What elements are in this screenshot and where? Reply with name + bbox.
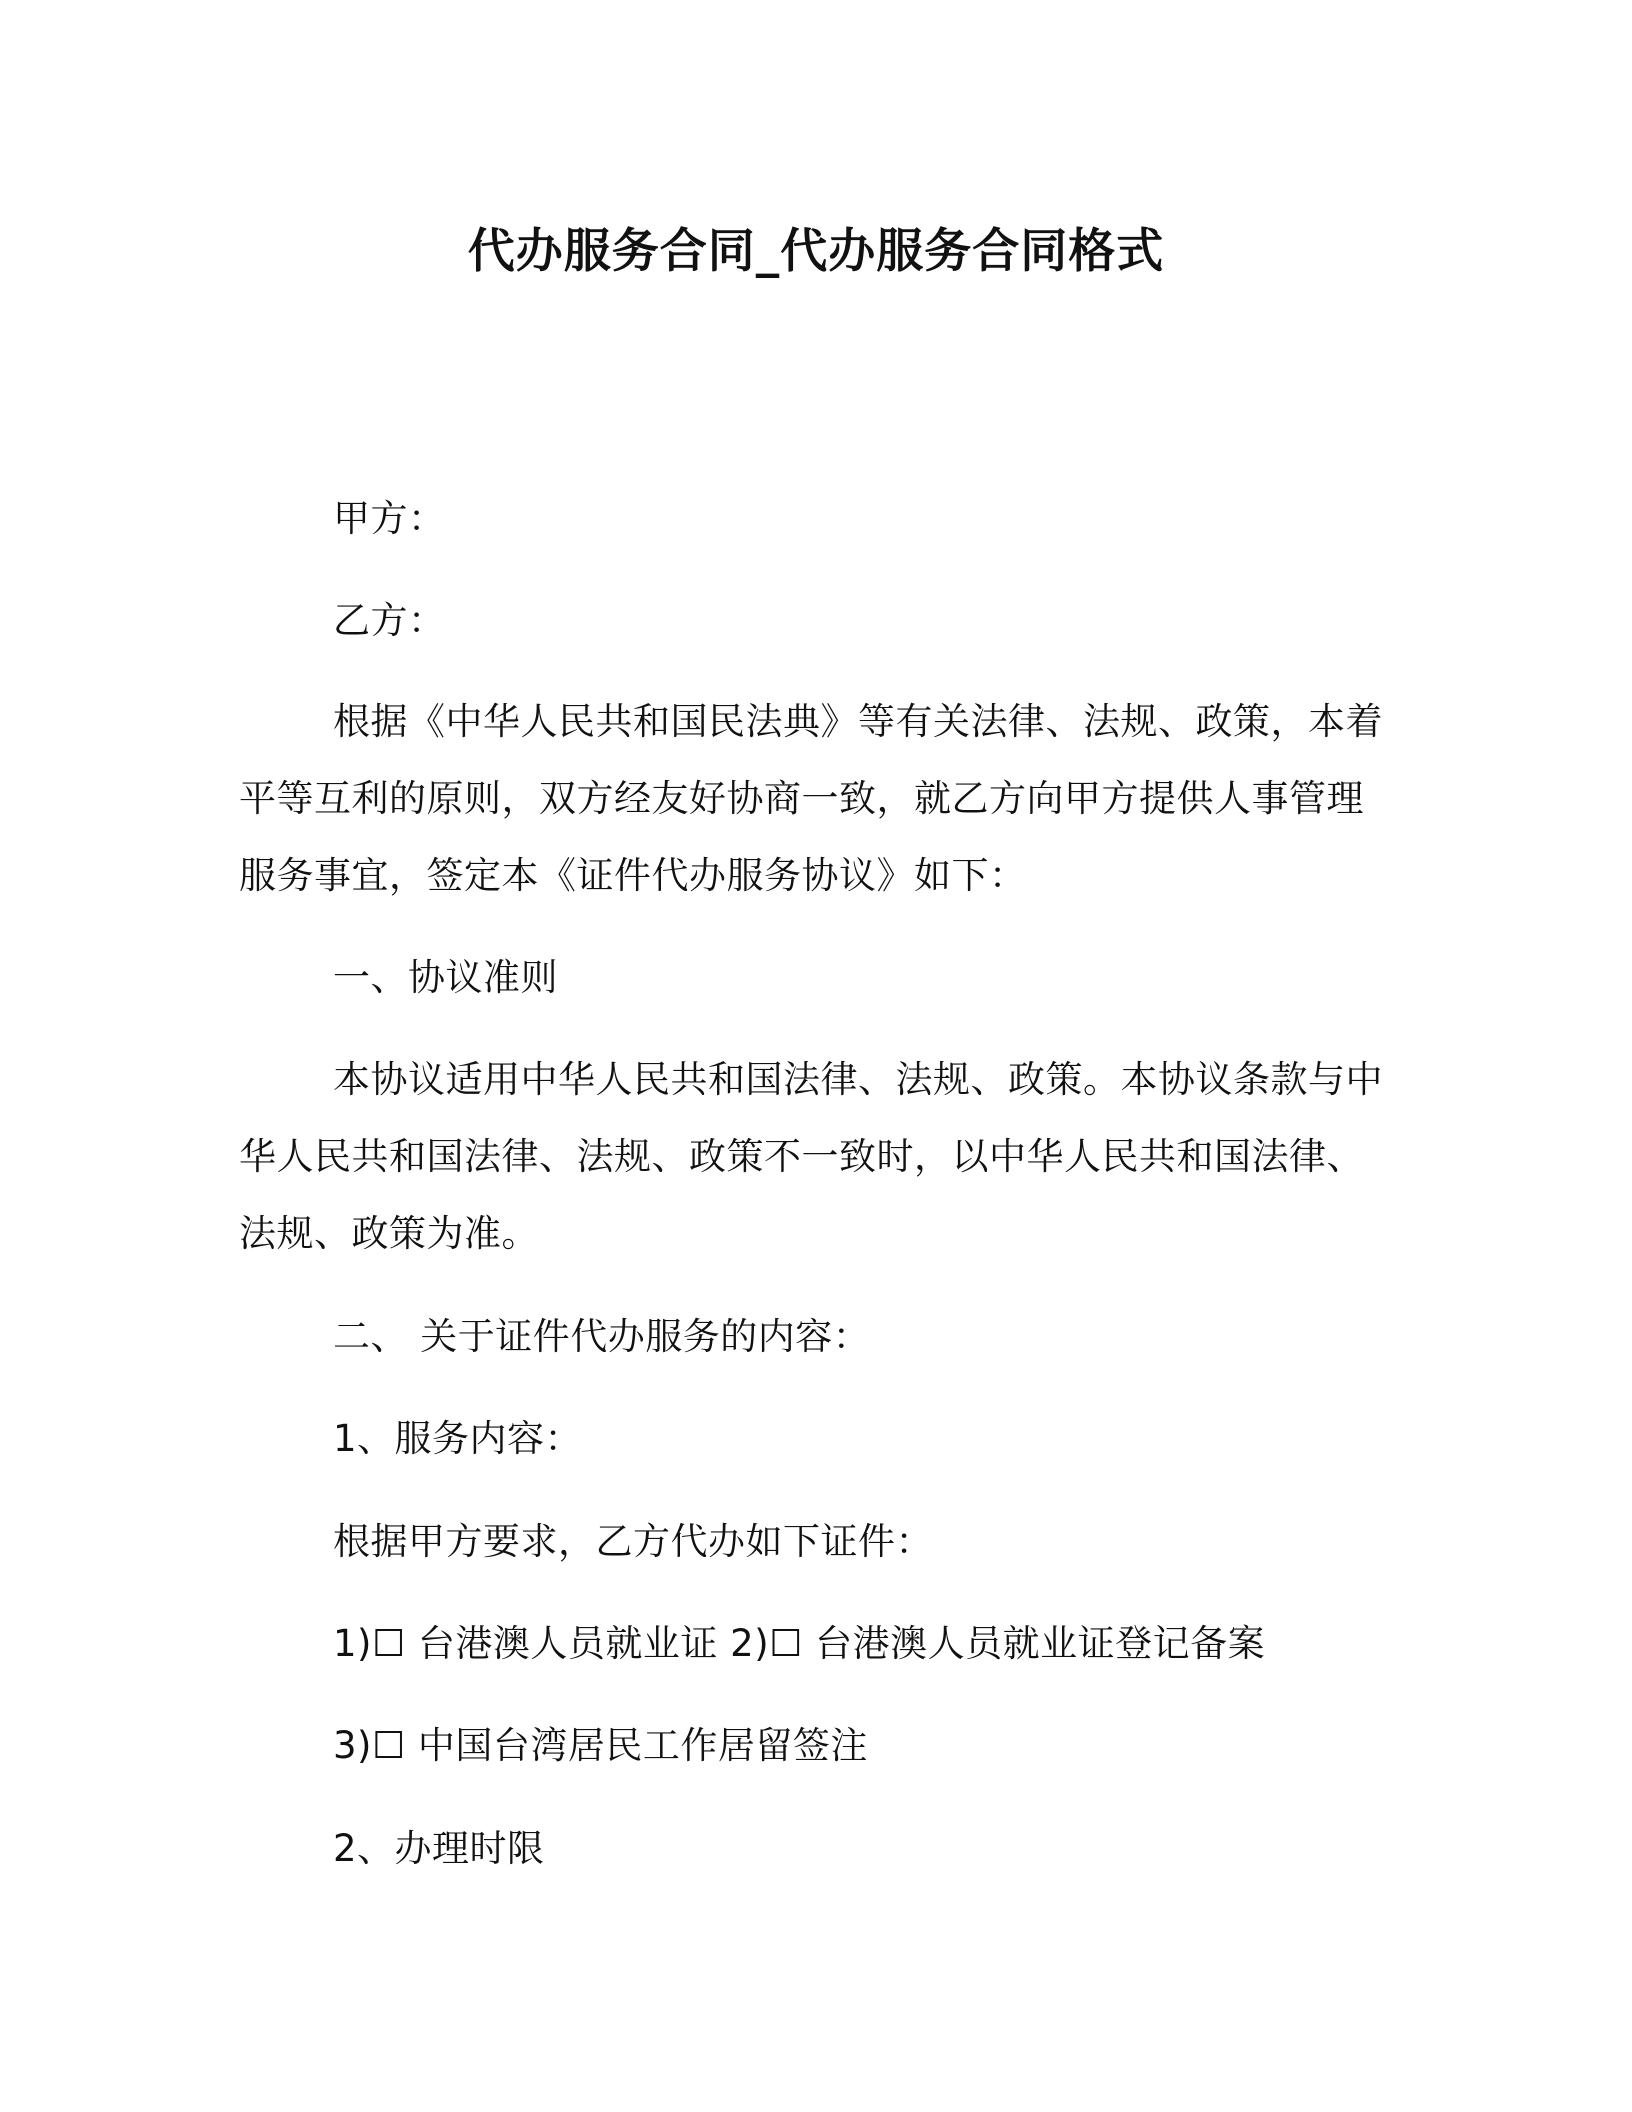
- party-b-label: 乙方：: [333, 599, 446, 642]
- section-1-line-3: 法规、政策为准。: [239, 1212, 539, 1255]
- intro-line-3: 服务事宜，签定本《证件代办服务协议》如下：: [239, 854, 1027, 897]
- certificate-options-line-2: 3)☐ 中国台湾居民工作居留签注: [333, 1724, 868, 1767]
- intro-line-1: 根据《中华人民共和国民法典》等有关法律、法规、政策，本着: [333, 700, 1383, 743]
- certificate-options-line-1: 1)☐ 台港澳人员就业证 2)☐ 台港澳人员就业证登记备案: [333, 1622, 1266, 1665]
- service-content-heading: 1、服务内容：: [333, 1417, 583, 1460]
- section-1-line-1: 本协议适用中华人民共和国法律、法规、政策。本协议条款与中: [333, 1058, 1383, 1101]
- section-2-heading: 二、 关于证件代办服务的内容：: [333, 1315, 871, 1358]
- service-content-text: 根据甲方要求，乙方代办如下证件：: [333, 1520, 933, 1563]
- document-title: 代办服务合同_代办服务合同格式: [467, 224, 1165, 279]
- section-1-heading: 一、协议准则: [333, 956, 558, 999]
- processing-time-heading: 2、办理时限: [333, 1827, 545, 1870]
- section-1-line-2: 华人民共和国法律、法规、政策不一致时，以中华人民共和国法律、: [239, 1135, 1364, 1178]
- party-a-label: 甲方：: [333, 497, 446, 540]
- intro-line-2: 平等互利的原则，双方经友好协商一致，就乙方向甲方提供人事管理: [239, 777, 1364, 820]
